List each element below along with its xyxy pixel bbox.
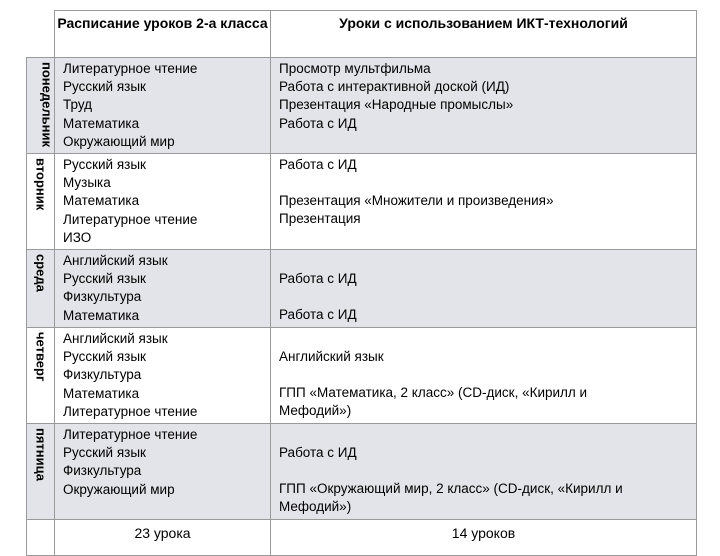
lesson-item: Музыка xyxy=(63,175,111,191)
lesson-item: Русский язык xyxy=(63,349,146,365)
lesson-item: Труд xyxy=(63,97,93,113)
day-name: среда xyxy=(33,254,49,292)
day-cell xyxy=(27,424,55,520)
ict-item xyxy=(279,462,696,480)
header-row xyxy=(27,11,697,58)
day-name: пятница xyxy=(33,428,49,482)
lesson-item: Литературное чтение xyxy=(63,403,198,419)
lesson-item: Русский язык xyxy=(63,79,146,95)
day-cell xyxy=(27,328,55,424)
ict-item: ГПП «Окружающий мир, 2 класс» (CD-диск, «Кирилл и Мефодий») xyxy=(279,481,623,515)
ict-item: Работа с ИД xyxy=(279,307,357,323)
lesson-item: Математика xyxy=(63,385,140,401)
lesson-item: Физкультура xyxy=(63,289,142,305)
lesson-item: Математика xyxy=(63,115,140,131)
lessons-cell xyxy=(55,154,271,250)
ict-item: Работа с интерактивной доской (ИД) xyxy=(279,79,510,95)
lesson-item: Окружающий мир xyxy=(63,481,175,497)
ict-item: Презентация «Множители и произведения» xyxy=(279,193,554,209)
ict-item: Работа с ИД xyxy=(279,445,357,461)
ict-cell xyxy=(271,424,697,520)
schedule-header: Расписание уроков 2-а класса xyxy=(55,11,271,58)
lesson-item: Окружающий мир xyxy=(63,133,175,149)
lesson-item: Литературное чтение xyxy=(63,211,198,227)
ict-cell xyxy=(271,154,697,250)
lessons-cell xyxy=(55,58,271,154)
ict-item: Работа с ИД xyxy=(279,157,357,173)
lesson-item: Русский язык xyxy=(63,157,146,173)
schedule-table xyxy=(26,10,697,556)
ict-header: Уроки с использованием ИКТ-технологий xyxy=(271,11,697,58)
lesson-item: Русский язык xyxy=(63,445,146,461)
lesson-item: Литературное чтение xyxy=(63,61,198,76)
ict-item xyxy=(279,366,696,384)
total-ict: 14 уроков xyxy=(271,519,697,555)
ict-item: Английский язык xyxy=(279,349,384,365)
ict-item: Работа с ИД xyxy=(279,115,357,131)
ict-item: ГПП «Математика, 2 класс» (CD-диск, «Кирилл и Мефодий») xyxy=(279,385,588,419)
lessons-cell xyxy=(55,328,271,424)
lesson-item: Физкультура xyxy=(63,463,142,479)
lesson-item: Физкультура xyxy=(63,367,142,383)
lesson-item: Литературное чтение xyxy=(63,427,198,443)
day-row-thursday xyxy=(27,328,697,424)
ict-item xyxy=(279,252,696,270)
lesson-item: Английский язык xyxy=(63,253,168,269)
ict-cell xyxy=(271,58,697,154)
ict-item xyxy=(279,426,696,444)
schedule-table-wrapper xyxy=(26,10,696,540)
lessons-cell xyxy=(55,424,271,520)
corner-cell xyxy=(27,11,55,58)
day-name: понедельник xyxy=(39,62,55,147)
ict-cell xyxy=(271,250,697,328)
day-row-friday xyxy=(27,424,697,520)
ict-item: Презентация «Народные промыслы» xyxy=(279,97,514,113)
ict-item: Просмотр мультфильма xyxy=(279,61,431,76)
ict-item xyxy=(279,288,696,306)
lesson-item: ИЗО xyxy=(63,229,92,245)
lesson-item: Английский язык xyxy=(63,331,168,347)
lessons-cell xyxy=(55,250,271,328)
ict-item: Работа с ИД xyxy=(279,271,357,287)
day-cell xyxy=(27,58,55,154)
day-name: вторник xyxy=(33,158,49,211)
ict-item xyxy=(279,330,696,348)
ict-item xyxy=(279,174,696,192)
day-row-wednesday xyxy=(27,250,697,328)
ict-item: Презентация xyxy=(279,211,361,227)
day-row-monday xyxy=(27,58,697,154)
ict-cell xyxy=(271,328,697,424)
day-name: четверг xyxy=(33,332,49,382)
day-cell xyxy=(27,250,55,328)
day-cell xyxy=(27,154,55,250)
totals-spacer xyxy=(27,519,55,555)
lesson-item: Математика xyxy=(63,193,140,209)
lesson-item: Математика xyxy=(63,307,140,323)
totals-row xyxy=(27,519,697,555)
lesson-item: Русский язык xyxy=(63,271,146,287)
day-row-tuesday xyxy=(27,154,697,250)
total-lessons: 23 урока xyxy=(55,519,271,555)
